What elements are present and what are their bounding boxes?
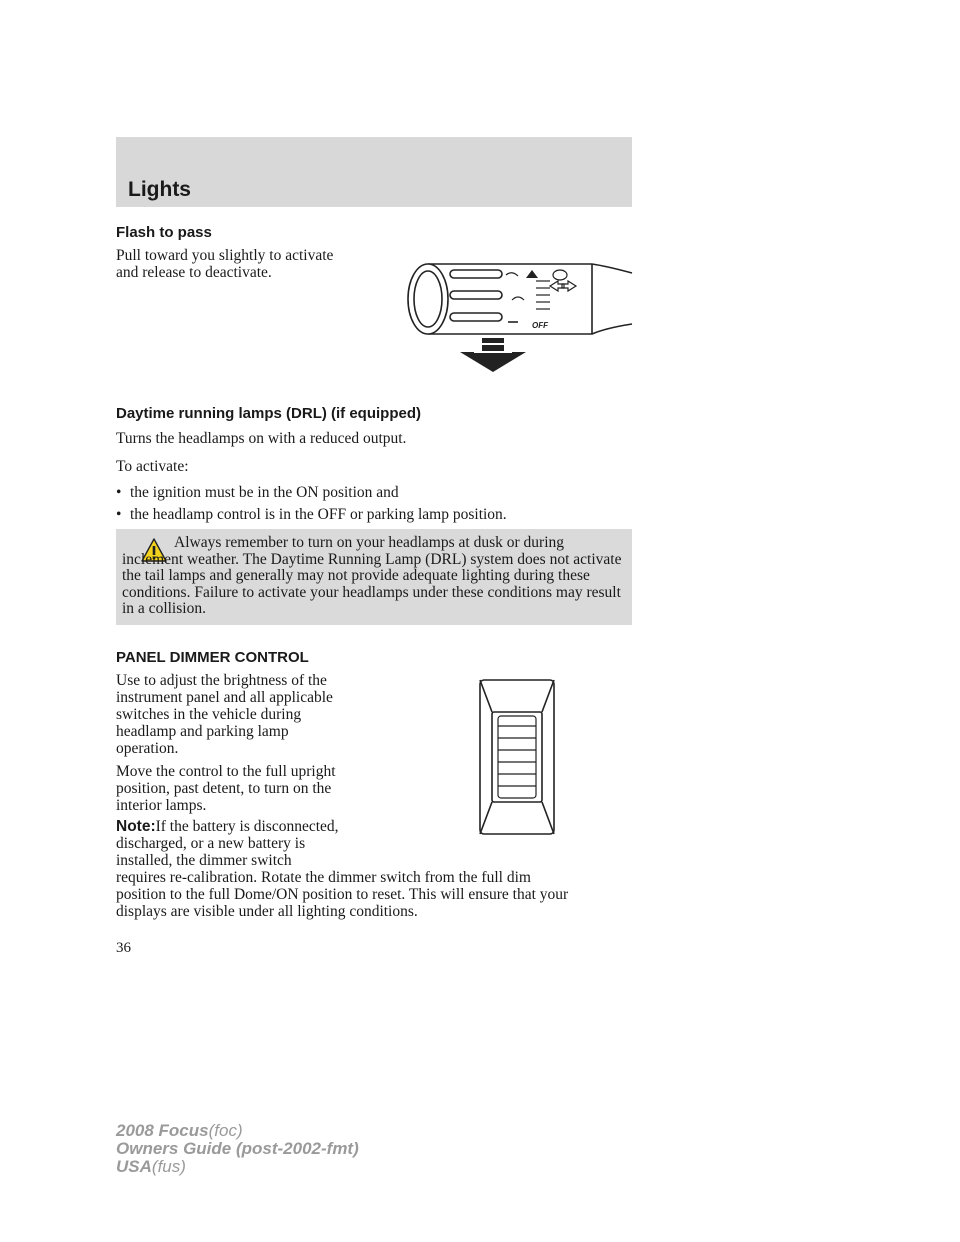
- footer-line-3: [116, 1158, 359, 1176]
- turn-signal-stalk-illustration: [400, 248, 636, 376]
- panel-dimmer-note-line-5: position to the full Dome/ON position to reset. This will ensure that your: [116, 886, 569, 903]
- panel-dimmer-note-line-6: displays are visible under all lighting conditions.: [116, 903, 418, 920]
- panel-dimmer-note-line-3: installed, the dimmer switch: [116, 852, 292, 869]
- footer-line-2: Owners Guide (post-2002-fmt): [116, 1139, 359, 1158]
- footer-model-code: (foc): [208, 1121, 243, 1140]
- flash-to-pass-line-2: and release to deactivate.: [116, 264, 272, 281]
- panel-dimmer-p2-line-2: position, past detent, to turn on the: [116, 780, 332, 797]
- panel-dimmer-p1-line-3: switches in the vehicle during: [116, 706, 302, 723]
- page-number: 36: [116, 940, 131, 956]
- panel-dimmer-p1-line-5: operation.: [116, 740, 179, 757]
- footer-market: USA: [116, 1157, 152, 1176]
- footer-market-code: (fus): [151, 1157, 186, 1176]
- header-band: [116, 137, 632, 207]
- panel-dimmer-p2-line-3: interior lamps.: [116, 797, 207, 814]
- note-line-1-text: If the battery is disconnected,: [155, 818, 339, 835]
- drl-to-activate: To activate:: [116, 458, 189, 475]
- drl-heading: Daytime running lamps (DRL) (if equipped): [116, 405, 422, 422]
- panel-dimmer-note-line-4: requires re-calibration. Rotate the dimmer switch from the full dim: [116, 869, 531, 886]
- flash-to-pass-heading: Flash to pass: [116, 224, 212, 241]
- document-footer: [116, 1122, 359, 1176]
- footer-model: 2008 Focus: [116, 1121, 209, 1140]
- panel-dimmer-note-line-1: [116, 818, 339, 835]
- panel-dimmer-p1-line-1: Use to adjust the brightness of the: [116, 672, 327, 689]
- panel-dimmer-heading: PANEL DIMMER CONTROL: [116, 649, 309, 666]
- panel-dimmer-note-line-2: discharged, or a new battery is: [116, 835, 306, 852]
- section-title: Lights: [128, 178, 191, 201]
- panel-dimmer-p1-line-4: headlamp and parking lamp: [116, 723, 289, 740]
- panel-dimmer-switch-illustration: [478, 678, 556, 836]
- panel-dimmer-p2-line-1: Move the control to the full upright: [116, 763, 336, 780]
- warning-text: Always remember to turn on your headlamps at dusk or during inclement weather. The Daytime Running Lamp (DRL) system does not activate the tail lamps and generally may not provide adequate lighting during these conditions. Failure to activate your headlamps under these conditions may result in a collision.: [122, 534, 622, 617]
- bullet-dot: •: [116, 506, 122, 523]
- flash-to-pass-line-1: Pull toward you slightly to activate: [116, 247, 334, 264]
- panel-dimmer-p1-line-2: instrument panel and all applicable: [116, 689, 333, 706]
- drl-bullet-1-text: the ignition must be in the ON position and: [130, 484, 399, 501]
- drl-intro: Turns the headlamps on with a reduced output.: [116, 430, 407, 447]
- bullet-dot: •: [116, 484, 122, 501]
- drl-bullet-2: [116, 506, 507, 523]
- note-label: Note:: [116, 818, 156, 835]
- footer-line-1: [116, 1122, 359, 1140]
- drl-bullet-2-text: the headlamp control is in the OFF or parking lamp position.: [130, 506, 507, 523]
- drl-bullet-1: [116, 484, 399, 501]
- stalk-off-label: OFF: [532, 321, 548, 330]
